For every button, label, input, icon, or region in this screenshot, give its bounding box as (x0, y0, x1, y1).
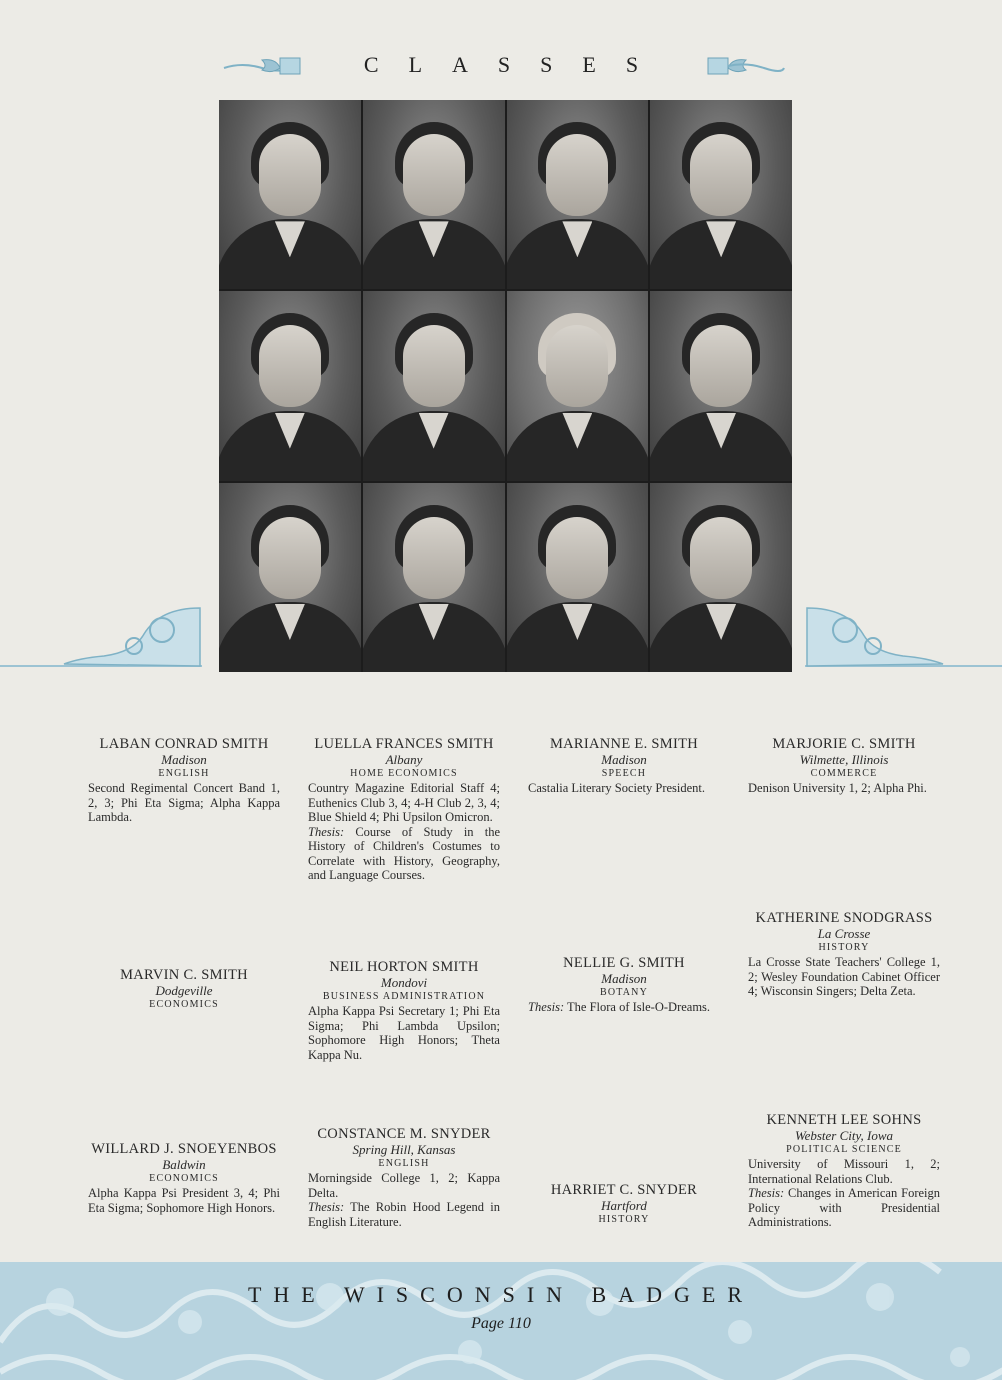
entry-thesis (748, 1186, 940, 1230)
portrait-photo (219, 291, 361, 480)
entry-activities: Denison University 1, 2; Alpha Phi. (748, 781, 927, 795)
entry-name: CONSTANCE M. SNYDER (317, 1126, 491, 1142)
portrait-photo (650, 483, 792, 672)
entry-name: KENNETH LEE SOHNS (766, 1112, 922, 1128)
entry-activities: Castalia Literary Society President. (528, 781, 706, 795)
entry-town: Wilmette, Illinois (799, 752, 889, 767)
page-number: Page 110 (471, 1315, 531, 1332)
entry-marvin-c-smith (88, 967, 280, 1012)
entry-name: NEIL HORTON SMITH (329, 959, 479, 975)
thesis-label: Thesis: (748, 1186, 785, 1200)
entry-town: Madison (601, 971, 647, 986)
entry-department: HOME ECONOMICS (350, 768, 458, 779)
thesis-text: The Flora of Isle-O-Dreams. (567, 1000, 711, 1014)
entry-name: MARJORIE C. SMITH (772, 736, 916, 752)
entry-town: Albany (385, 752, 423, 767)
entry-activities: Country Magazine Editorial Staff 4; Euthenics Club 3, 4; 4-H Club 2, 3, 4; Blue Shield 4; Phi Upsilon Omicron. (308, 781, 500, 824)
thesis-text: Changes in American Foreign Policy with Presidential Administrations. (748, 1186, 940, 1229)
entry-marianne-e-smith (528, 736, 720, 796)
entry-name: WILLARD J. SNOEYENBOS (91, 1141, 277, 1157)
entry-department: HISTORY (818, 942, 870, 953)
entry-department: ECONOMICS (149, 999, 219, 1010)
entry-willard-j-snoeyenbos (88, 1141, 280, 1215)
entry-activities: Alpha Kappa Psi President 3, 4; Phi Eta Sigma; Sophomore High Honors. (88, 1186, 280, 1215)
entry-luella-frances-smith (308, 736, 500, 883)
entry-thesis (308, 825, 500, 883)
entry-department: POLITICAL SCIENCE (786, 1144, 902, 1155)
entry-name: NELLIE G. SMITH (563, 955, 685, 971)
thesis-label: Thesis: (528, 1000, 565, 1014)
entry-department: ECONOMICS (149, 1173, 219, 1184)
entry-name: MARIANNE E. SMITH (549, 736, 699, 752)
portrait-photo (363, 291, 505, 480)
entry-name: KATHERINE SNODGRASS (755, 910, 933, 926)
entry-town: Madison (601, 752, 647, 767)
portrait-photo (507, 100, 649, 289)
entry-department: SPEECH (601, 768, 647, 779)
entry-town: Dodgeville (155, 983, 213, 998)
left-scroll-ornament (62, 600, 202, 670)
entry-name: MARVIN C. SMITH (120, 967, 248, 983)
entry-activities: Morningside College 1, 2; Kappa Delta. (308, 1171, 500, 1200)
entry-nellie-g-smith (528, 955, 720, 1015)
thesis-text: The Robin Hood Legend in English Literature. (308, 1200, 500, 1229)
entry-town: Webster City, Iowa (794, 1128, 894, 1143)
portrait-photo (650, 291, 792, 480)
entry-constance-m-snyder (308, 1126, 500, 1229)
entry-town: Madison (161, 752, 207, 767)
entry-activities: Alpha Kappa Psi Secretary 1; Phi Eta Sigma; Phi Lambda Upsilon; Sophomore High Honors; Theta Kappa Nu. (308, 1004, 500, 1062)
entry-town: Mondovi (380, 975, 428, 990)
entry-activities: Second Regimental Concert Band 1, 2, 3; Phi Eta Sigma; Alpha Kappa Lambda. (88, 781, 280, 824)
entry-department: HISTORY (598, 1214, 650, 1225)
entry-name: LUELLA FRANCES SMITH (314, 736, 494, 752)
entry-kenneth-lee-sohns (748, 1112, 940, 1230)
entry-department: BUSINESS ADMINISTRATION (322, 991, 486, 1002)
entry-laban-conrad-smith (88, 736, 280, 825)
entry-katherine-snodgrass (748, 910, 940, 999)
entry-department: ENGLISH (158, 768, 210, 779)
portrait-photo (219, 100, 361, 289)
right-rule (944, 665, 1002, 667)
portrait-grid (219, 100, 792, 672)
entry-name: HARRIET C. SNYDER (550, 1182, 698, 1198)
portrait-photo (363, 100, 505, 289)
entry-marjorie-c-smith (748, 736, 940, 796)
entry-town: La Crosse (817, 926, 871, 941)
entry-harriet-c-snyder (528, 1182, 720, 1227)
portrait-photo (219, 483, 361, 672)
right-scroll-ornament (805, 600, 945, 670)
right-header-ornament (706, 54, 786, 78)
entry-town: Baldwin (162, 1157, 206, 1172)
entry-town: Hartford (601, 1198, 647, 1213)
entry-activities: University of Missouri 1, 2; International Relations Club. (748, 1157, 940, 1186)
entry-name: LABAN CONRAD SMITH (99, 736, 269, 752)
thesis-label: Thesis: (308, 1200, 345, 1214)
thesis-label: Thesis: (308, 824, 345, 839)
entry-town: Spring Hill, Kansas (352, 1142, 456, 1157)
entry-thesis (308, 1200, 500, 1229)
entry-thesis (528, 1000, 720, 1015)
entry-department: ENGLISH (378, 1158, 430, 1169)
portrait-photo (363, 483, 505, 672)
entry-department: COMMERCE (810, 768, 878, 779)
portrait-photo (650, 100, 792, 289)
entry-neil-horton-smith (308, 959, 500, 1062)
thesis-text: Course of Study in the History of Children's Costumes to Correlate with History, Geography, and Language Courses. (308, 824, 501, 882)
page-title: CLASSES (363, 52, 669, 77)
left-rule (0, 665, 64, 667)
entry-activities: La Crosse State Teachers' College 1, 2; Wesley Foundation Cabinet Officer 4; Wisconsin Singers; Delta Zeta. (748, 955, 940, 998)
portrait-photo (507, 483, 649, 672)
footer-title: THE WISCONSIN BADGER (247, 1282, 755, 1307)
portrait-photo (507, 291, 649, 480)
entry-department: BOTANY (599, 987, 649, 998)
